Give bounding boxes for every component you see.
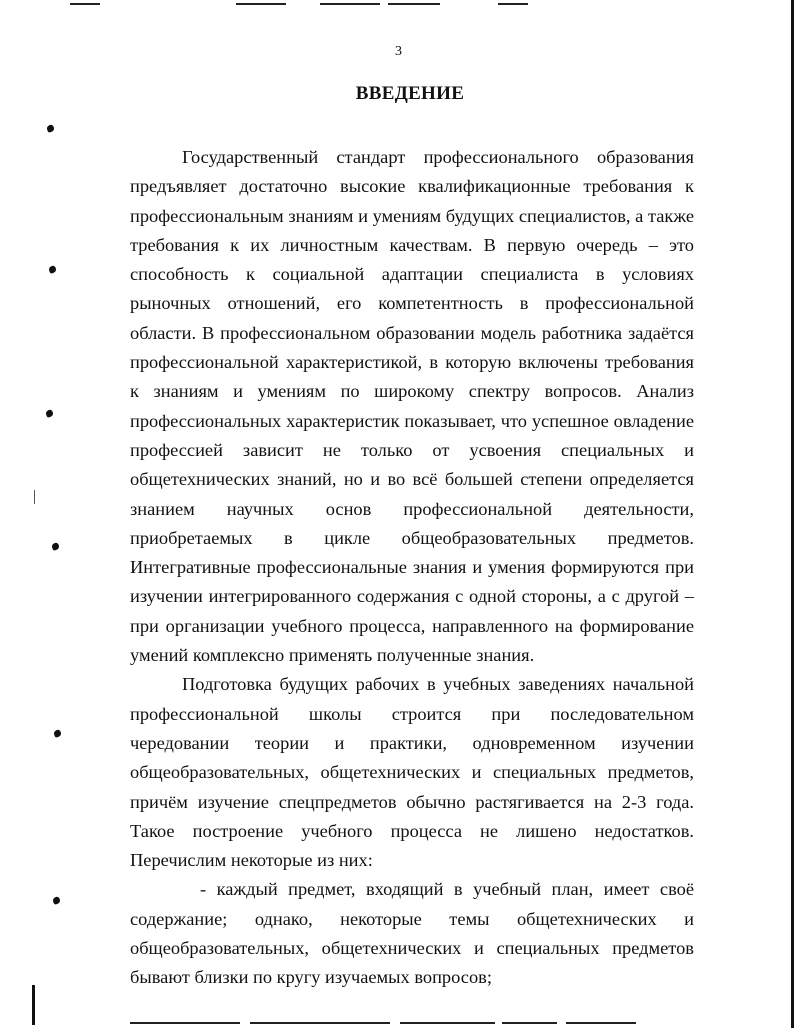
page-number: 3: [395, 44, 402, 59]
punch-mark-6: [52, 896, 61, 905]
scan-edge-left: [32, 985, 35, 1025]
section-heading: ВВЕДЕНИЕ: [355, 83, 465, 104]
scan-edge-bottom-5: [566, 1022, 636, 1024]
punch-mark-2: [48, 265, 57, 274]
scan-edge-top-3: [320, 3, 380, 5]
punch-mark-1: [46, 124, 55, 133]
list-item-1: - каждый предмет, входящий в учебный план, имеет своё содержание; однако, некоторые темы общетехнических и общеобразовательных, общетехнических и специальных предметов бывают близки по кругу изучаемых вопросов;: [130, 879, 694, 988]
body-text: [130, 143, 694, 993]
scan-edge-bottom-3: [400, 1022, 495, 1024]
scan-edge-bottom-2: [250, 1022, 390, 1024]
paragraph-2: Подготовка будущих рабочих в учебных заведениях начальной профессиональной школы строится при последовательном чередовании теории и практики, одновременном изучении общеобразовательных, общетехнических и специальных предметов, причём изучение спецпредметов обычно растягивается на 2-3 года. Такое построение учебного процесса не лишено недостатков. Перечислим некоторые из них:: [130, 674, 694, 871]
scan-edge-top-2: [236, 3, 286, 5]
punch-mark-3: [45, 409, 54, 418]
scan-edge-right: [791, 0, 794, 1028]
scan-tick-left: [34, 490, 35, 504]
scan-edge-bottom-1: [130, 1022, 240, 1024]
scan-edge-top-1: [70, 3, 100, 5]
punch-mark-5: [53, 729, 62, 738]
scan-edge-bottom-4: [502, 1022, 557, 1024]
scan-edge-top-4: [388, 3, 440, 5]
paragraph-1: Государственный стандарт профессионального образования предъявляет достаточно высокие квалификационные требования к профессиональным знаниям и умениям будущих специалистов, а также требования к их личностным качествам. В первую очередь – это способность к социальной адаптации специалиста в условиях рыночных отношений, его компетентность в профессиональной области. В профессиональном образовании модель работника задаётся профессиональной характеристикой, в которую включены требования к знаниям и умениям по широкому спектру вопросов. Анализ профессиональных характеристик показывает, что успешное овладение профессией зависит не только от усвоения специальных и общетехнических знаний, но и во всё большей степени определяется знанием научных основ профессиональной деятельности, приобретаемых в цикле общеобразовательных предметов. Интегративные профессиональные знания и умения формируются при изучении интегрированного содержания с одной стороны, а с другой – при организации учебного процесса, направленного на формирование умений комплексно применять полученные знания.: [130, 147, 694, 666]
scan-edge-top-5: [498, 3, 528, 5]
punch-mark-4: [51, 542, 60, 551]
